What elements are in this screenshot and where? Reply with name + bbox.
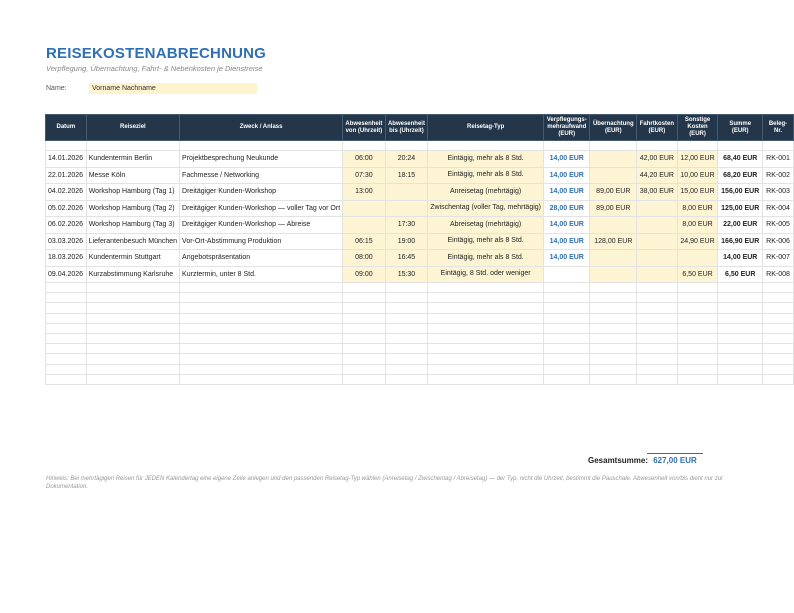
cell-reiseziel[interactable]: Kurzabstimmung Karlsruhe [86, 266, 179, 283]
cell-summe[interactable]: 125,00 EUR [718, 200, 763, 217]
empty-cell[interactable] [428, 323, 544, 333]
cell-reisetag-typ[interactable]: Eintägig, 8 Std. oder weniger [428, 266, 544, 283]
cell-von[interactable]: 13:00 [343, 184, 386, 201]
cell-reisetag-typ[interactable]: Eintägig, mehr als 8 Std. [428, 250, 544, 267]
cell-verpflegung[interactable]: 14,00 EUR [544, 233, 590, 250]
cell-reisetag-typ[interactable]: Anreisetag (mehrtägig) [428, 184, 544, 201]
empty-cell[interactable] [343, 344, 386, 354]
cell-reiseziel[interactable]: Workshop Hamburg (Tag 1) [86, 184, 179, 201]
cell-zweck[interactable]: Kurztermin, unter 8 Std. [180, 266, 343, 283]
cell-datum[interactable]: 06.02.2026 [46, 217, 87, 234]
spacer-row [46, 141, 794, 151]
empty-row [46, 333, 794, 343]
empty-cell[interactable] [637, 313, 678, 323]
empty-cell[interactable] [385, 303, 428, 313]
empty-cell[interactable] [590, 323, 637, 333]
spacer-cell [677, 141, 718, 151]
cell-reisetag-typ[interactable]: Eintägig, mehr als 8 Std. [428, 151, 544, 168]
cell-fahrtkosten[interactable] [637, 250, 678, 267]
name-label: Name: [46, 85, 67, 92]
cell-uebernachtung[interactable] [590, 217, 637, 234]
empty-cell[interactable] [343, 283, 386, 293]
empty-cell[interactable] [763, 374, 794, 384]
empty-cell[interactable] [428, 374, 544, 384]
cell-uebernachtung[interactable] [590, 250, 637, 267]
spacer-cell [718, 141, 763, 151]
table-row [46, 217, 794, 234]
col-beleg[interactable]: Beleg-Nr. [763, 115, 794, 141]
cell-zweck[interactable]: Fachmesse / Networking [180, 167, 343, 184]
empty-cell[interactable] [677, 313, 718, 323]
empty-cell[interactable] [590, 364, 637, 374]
cell-bis[interactable]: 17:30 [385, 217, 428, 234]
empty-cell[interactable] [180, 333, 343, 343]
empty-cell[interactable] [718, 313, 763, 323]
cell-beleg[interactable]: RK-001 [763, 151, 794, 168]
empty-cell[interactable] [428, 313, 544, 323]
empty-cell[interactable] [763, 364, 794, 374]
empty-cell[interactable] [428, 344, 544, 354]
empty-cell[interactable] [385, 293, 428, 303]
empty-cell[interactable] [637, 323, 678, 333]
cell-reisetag-typ[interactable]: Eintägig, mehr als 8 Std. [428, 167, 544, 184]
empty-cell[interactable] [677, 374, 718, 384]
empty-row [46, 374, 794, 384]
cell-von[interactable]: 08:00 [343, 250, 386, 267]
empty-cell[interactable] [677, 333, 718, 343]
empty-cell[interactable] [86, 303, 179, 313]
empty-cell[interactable] [590, 354, 637, 364]
cell-uebernachtung[interactable]: 89,00 EUR [590, 184, 637, 201]
spacer-cell [637, 141, 678, 151]
empty-cell[interactable] [718, 344, 763, 354]
empty-cell[interactable] [544, 344, 590, 354]
cell-uebernachtung[interactable]: 89,00 EUR [590, 200, 637, 217]
cell-bis[interactable] [385, 184, 428, 201]
empty-cell[interactable] [718, 283, 763, 293]
table-row [46, 184, 794, 201]
empty-cell[interactable] [428, 283, 544, 293]
empty-cell[interactable] [385, 333, 428, 343]
empty-cell[interactable] [544, 364, 590, 374]
empty-cell[interactable] [343, 303, 386, 313]
empty-cell[interactable] [86, 293, 179, 303]
total-value: 627,00 EUR [647, 453, 703, 465]
empty-cell[interactable] [763, 323, 794, 333]
empty-cell[interactable] [718, 374, 763, 384]
col-reisetag-typ[interactable]: Reisetag-Typ [428, 115, 544, 141]
empty-cell[interactable] [544, 283, 590, 293]
spacer-cell [385, 141, 428, 151]
cell-summe[interactable]: 6,50 EUR [718, 266, 763, 283]
col-reiseziel[interactable]: Reiseziel [86, 115, 179, 141]
empty-cell[interactable] [763, 354, 794, 364]
empty-cell[interactable] [590, 303, 637, 313]
cell-bis[interactable]: 18:15 [385, 167, 428, 184]
cell-uebernachtung[interactable] [590, 151, 637, 168]
empty-row [46, 323, 794, 333]
cell-verpflegung[interactable]: 14,00 EUR [544, 151, 590, 168]
cell-beleg[interactable]: RK-006 [763, 233, 794, 250]
empty-cell[interactable] [343, 323, 386, 333]
cell-beleg[interactable]: RK-003 [763, 184, 794, 201]
cell-datum[interactable]: 09.04.2026 [46, 266, 87, 283]
empty-cell[interactable] [180, 364, 343, 374]
cell-von[interactable]: 06:00 [343, 151, 386, 168]
cell-datum[interactable]: 14.01.2026 [46, 151, 87, 168]
spacer-cell [590, 141, 637, 151]
empty-cell[interactable] [718, 323, 763, 333]
empty-cell[interactable] [718, 354, 763, 364]
cell-fahrtkosten[interactable]: 38,00 EUR [637, 184, 678, 201]
empty-row [46, 364, 794, 374]
cell-verpflegung[interactable]: 14,00 EUR [544, 217, 590, 234]
col-datum[interactable]: Datum [46, 115, 87, 141]
empty-cell[interactable] [637, 374, 678, 384]
empty-cell[interactable] [544, 354, 590, 364]
empty-cell[interactable] [718, 364, 763, 374]
empty-cell[interactable] [180, 354, 343, 364]
empty-cell[interactable] [677, 354, 718, 364]
cell-zweck[interactable]: Angebotspräsentation [180, 250, 343, 267]
cell-sonstige[interactable]: 8,00 EUR [677, 217, 718, 234]
cell-verpflegung[interactable]: 14,00 EUR [544, 250, 590, 267]
cell-fahrtkosten[interactable] [637, 217, 678, 234]
empty-cell[interactable] [46, 344, 87, 354]
empty-cell[interactable] [763, 344, 794, 354]
empty-row [46, 313, 794, 323]
page-title: REISEKOSTENABRECHNUNG [46, 45, 267, 62]
cell-bis[interactable] [385, 200, 428, 217]
empty-cell[interactable] [718, 333, 763, 343]
col-uebernachtung[interactable]: Übernachtung (EUR) [590, 115, 637, 141]
spacer-cell [46, 141, 87, 151]
hint-text: Hinweis: Bei mehrtägigen Reisen für JEDEN Kalendertag eine eigene Zeile anlegen und den passenden Reisetag-Typ wählen (Anreisetag / Zwischentag / Abreisetag) — der Typ, nicht die Uhrzeit, bestimmt die Pauschale. Abwesenheit von/bis dient nur zur Dokumentation. [46, 476, 724, 490]
empty-cell[interactable] [86, 354, 179, 364]
spacer-cell [343, 141, 386, 151]
cell-beleg[interactable]: RK-004 [763, 200, 794, 217]
empty-cell[interactable] [46, 374, 87, 384]
cell-verpflegung[interactable]: 28,00 EUR [544, 200, 590, 217]
empty-cell[interactable] [180, 303, 343, 313]
empty-cell[interactable] [763, 333, 794, 343]
name-input-cell[interactable]: Vorname Nachname [89, 83, 257, 94]
cell-sonstige[interactable]: 10,00 EUR [677, 167, 718, 184]
empty-cell[interactable] [343, 313, 386, 323]
spacer-cell [428, 141, 544, 151]
empty-cell[interactable] [385, 313, 428, 323]
spacer-cell [86, 141, 179, 151]
empty-cell[interactable] [46, 313, 87, 323]
cell-sonstige[interactable]: 12,00 EUR [677, 151, 718, 168]
empty-cell[interactable] [180, 293, 343, 303]
empty-cell[interactable] [46, 354, 87, 364]
table-row [46, 250, 794, 267]
cell-bis[interactable]: 19:00 [385, 233, 428, 250]
cell-summe[interactable]: 68,40 EUR [718, 151, 763, 168]
empty-cell[interactable] [46, 283, 87, 293]
empty-cell[interactable] [46, 364, 87, 374]
cell-verpflegung[interactable]: 14,00 EUR [544, 167, 590, 184]
empty-cell[interactable] [428, 293, 544, 303]
empty-cell[interactable] [763, 303, 794, 313]
cell-beleg[interactable]: RK-007 [763, 250, 794, 267]
empty-cell[interactable] [180, 283, 343, 293]
empty-cell[interactable] [763, 283, 794, 293]
empty-cell[interactable] [385, 354, 428, 364]
cell-sonstige[interactable]: 6,50 EUR [677, 266, 718, 283]
spacer-cell [763, 141, 794, 151]
cell-fahrtkosten[interactable]: 42,00 EUR [637, 151, 678, 168]
empty-cell[interactable] [86, 374, 179, 384]
cell-bis[interactable]: 15:30 [385, 266, 428, 283]
empty-cell[interactable] [46, 303, 87, 313]
empty-cell[interactable] [385, 283, 428, 293]
cell-summe[interactable]: 68,20 EUR [718, 167, 763, 184]
cell-sonstige[interactable]: 8,00 EUR [677, 200, 718, 217]
table-body [46, 141, 794, 385]
empty-cell[interactable] [637, 333, 678, 343]
empty-cell[interactable] [180, 344, 343, 354]
spacer-cell [180, 141, 343, 151]
empty-cell[interactable] [637, 293, 678, 303]
empty-cell[interactable] [343, 293, 386, 303]
empty-cell[interactable] [590, 283, 637, 293]
cell-fahrtkosten[interactable] [637, 266, 678, 283]
cell-uebernachtung[interactable] [590, 167, 637, 184]
empty-cell[interactable] [86, 344, 179, 354]
cell-datum[interactable]: 18.03.2026 [46, 250, 87, 267]
empty-cell[interactable] [544, 313, 590, 323]
empty-row [46, 354, 794, 364]
empty-cell[interactable] [46, 323, 87, 333]
cell-uebernachtung[interactable]: 128,00 EUR [590, 233, 637, 250]
cell-von[interactable] [343, 217, 386, 234]
empty-cell[interactable] [343, 354, 386, 364]
empty-cell[interactable] [637, 344, 678, 354]
empty-cell[interactable] [428, 354, 544, 364]
empty-cell[interactable] [590, 333, 637, 343]
empty-cell[interactable] [343, 333, 386, 343]
cell-uebernachtung[interactable] [590, 266, 637, 283]
empty-cell[interactable] [428, 364, 544, 374]
empty-row [46, 283, 794, 293]
table-row [46, 200, 794, 217]
cell-bis[interactable]: 20:24 [385, 151, 428, 168]
empty-cell[interactable] [677, 283, 718, 293]
empty-cell[interactable] [385, 323, 428, 333]
cell-sonstige[interactable] [677, 250, 718, 267]
empty-cell[interactable] [180, 313, 343, 323]
cell-reisetag-typ[interactable]: Abreisetag (mehrtägig) [428, 217, 544, 234]
empty-cell[interactable] [544, 323, 590, 333]
cell-sonstige[interactable]: 15,00 EUR [677, 184, 718, 201]
cell-zweck[interactable]: Dreitägiger Kunden-Workshop [180, 184, 343, 201]
cell-beleg[interactable]: RK-008 [763, 266, 794, 283]
cell-fahrtkosten[interactable]: 44,20 EUR [637, 167, 678, 184]
empty-cell[interactable] [343, 374, 386, 384]
cell-summe[interactable]: 156,00 EUR [718, 184, 763, 201]
cell-bis[interactable]: 16:45 [385, 250, 428, 267]
cell-datum[interactable]: 22.01.2026 [46, 167, 87, 184]
col-abwesenheit-bis[interactable]: Abwesenheit bis (Uhrzeit) [385, 115, 428, 141]
cell-datum[interactable]: 03.03.2026 [46, 233, 87, 250]
empty-cell[interactable] [637, 303, 678, 313]
header-row [46, 115, 794, 141]
cell-verpflegung[interactable]: 14,00 EUR [544, 184, 590, 201]
col-summe[interactable]: Summe (EUR) [718, 115, 763, 141]
cell-verpflegung[interactable] [544, 266, 590, 283]
cell-reiseziel[interactable]: Kundentermin Stuttgart [86, 250, 179, 267]
empty-cell[interactable] [637, 283, 678, 293]
empty-cell[interactable] [590, 313, 637, 323]
empty-cell[interactable] [590, 293, 637, 303]
cell-reisetag-typ[interactable]: Eintägig, mehr als 8 Std. [428, 233, 544, 250]
empty-cell[interactable] [677, 323, 718, 333]
empty-cell[interactable] [385, 364, 428, 374]
col-fahrtkosten[interactable]: Fahrtkosten (EUR) [637, 115, 678, 141]
cell-beleg[interactable]: RK-005 [763, 217, 794, 234]
empty-cell[interactable] [637, 364, 678, 374]
empty-row [46, 303, 794, 313]
empty-cell[interactable] [180, 323, 343, 333]
cell-reisetag-typ[interactable]: Zwischentag (voller Tag, mehrtägig) [428, 200, 544, 217]
cell-fahrtkosten[interactable] [637, 200, 678, 217]
empty-cell[interactable] [544, 293, 590, 303]
empty-cell[interactable] [677, 303, 718, 313]
empty-cell[interactable] [544, 333, 590, 343]
empty-cell[interactable] [86, 364, 179, 374]
empty-cell[interactable] [385, 374, 428, 384]
empty-cell[interactable] [544, 303, 590, 313]
col-sonstige[interactable]: Sonstige Kosten (EUR) [677, 115, 718, 141]
col-verpflegung[interactable]: Verpflegungs- mehraufwand (EUR) [544, 115, 590, 141]
total-label: Gesamtsumme: [588, 456, 649, 465]
cell-beleg[interactable]: RK-002 [763, 167, 794, 184]
cell-reiseziel[interactable]: Workshop Hamburg (Tag 3) [86, 217, 179, 234]
cell-von[interactable]: 06:15 [343, 233, 386, 250]
empty-row [46, 344, 794, 354]
empty-cell[interactable] [86, 313, 179, 323]
cell-reiseziel[interactable]: Messe Köln [86, 167, 179, 184]
page-subtitle: Verpflegung, Übernachtung, Fahrt- & Nebenkosten je Dienstreise [46, 64, 263, 73]
empty-cell[interactable] [385, 344, 428, 354]
empty-cell[interactable] [428, 333, 544, 343]
table-row [46, 167, 794, 184]
cell-reiseziel[interactable]: Lieferantenbesuch München [86, 233, 179, 250]
cell-von[interactable]: 07:30 [343, 167, 386, 184]
empty-cell[interactable] [180, 374, 343, 384]
cell-von[interactable]: 09:00 [343, 266, 386, 283]
empty-cell[interactable] [86, 283, 179, 293]
empty-cell[interactable] [46, 293, 87, 303]
empty-cell[interactable] [718, 303, 763, 313]
cell-datum[interactable]: 04.02.2026 [46, 184, 87, 201]
cell-summe[interactable]: 166,90 EUR [718, 233, 763, 250]
cell-von[interactable] [343, 200, 386, 217]
cell-zweck[interactable]: Dreitägiger Kunden-Workshop — Abreise [180, 217, 343, 234]
empty-cell[interactable] [763, 313, 794, 323]
empty-cell[interactable] [86, 323, 179, 333]
col-zweck[interactable]: Zweck / Anlass [180, 115, 343, 141]
empty-cell[interactable] [46, 333, 87, 343]
empty-cell[interactable] [590, 344, 637, 354]
cell-zweck[interactable]: Vor-Ort-Abstimmung Produktion [180, 233, 343, 250]
table-row [46, 266, 794, 283]
empty-cell[interactable] [86, 333, 179, 343]
empty-cell[interactable] [677, 364, 718, 374]
table-row [46, 233, 794, 250]
empty-row [46, 293, 794, 303]
empty-cell[interactable] [718, 293, 763, 303]
spacer-cell [544, 141, 590, 151]
empty-cell[interactable] [428, 303, 544, 313]
cell-fahrtkosten[interactable] [637, 233, 678, 250]
cell-zweck[interactable]: Projektbesprechung Neukunde [180, 151, 343, 168]
empty-cell[interactable] [544, 374, 590, 384]
empty-cell[interactable] [637, 354, 678, 364]
table-row [46, 151, 794, 168]
empty-cell[interactable] [677, 293, 718, 303]
cell-sonstige[interactable]: 24,90 EUR [677, 233, 718, 250]
cell-reiseziel[interactable]: Kundentermin Berlin [86, 151, 179, 168]
cell-reiseziel[interactable]: Workshop Hamburg (Tag 2) [86, 200, 179, 217]
cell-summe[interactable]: 22,00 EUR [718, 217, 763, 234]
cell-zweck[interactable]: Dreitägiger Kunden-Workshop — voller Tag vor Ort [180, 200, 343, 217]
empty-cell[interactable] [343, 364, 386, 374]
empty-cell[interactable] [677, 344, 718, 354]
empty-cell[interactable] [763, 293, 794, 303]
cell-summe[interactable]: 14,00 EUR [718, 250, 763, 267]
col-abwesenheit-von[interactable]: Abwesenheit von (Uhrzeit) [343, 115, 386, 141]
expense-table [45, 114, 794, 385]
cell-datum[interactable]: 05.02.2026 [46, 200, 87, 217]
empty-cell[interactable] [590, 374, 637, 384]
